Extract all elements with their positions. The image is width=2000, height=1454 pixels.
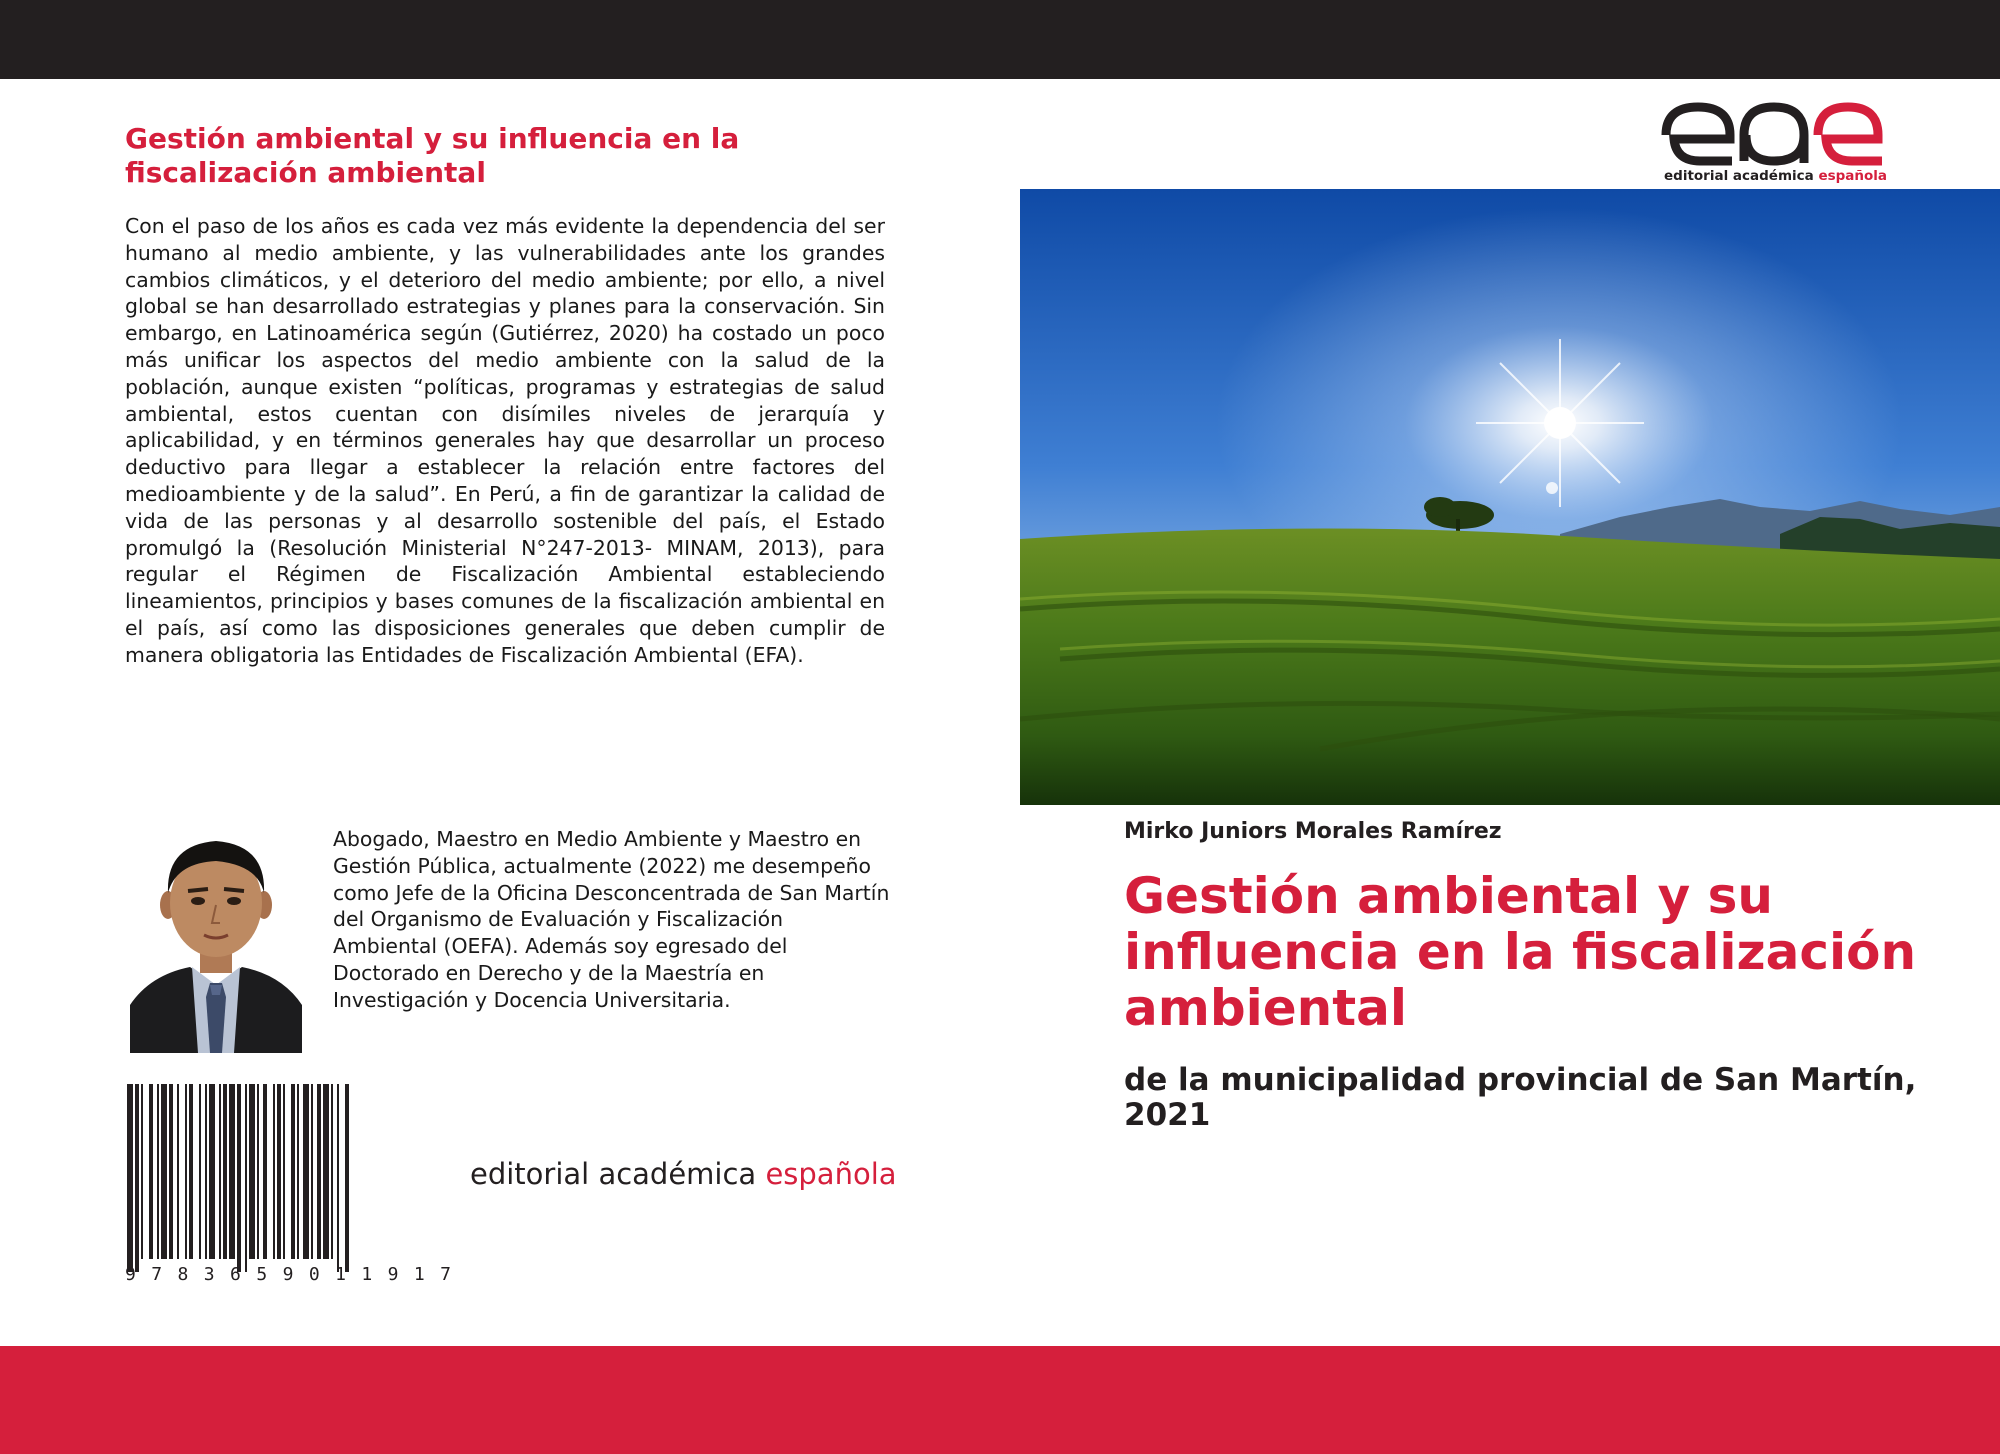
barcode-bar — [141, 1084, 143, 1259]
green-meadow-with-sun-icon — [1020, 189, 2000, 805]
barcode-bar — [257, 1084, 259, 1259]
barcode-bar — [229, 1084, 235, 1259]
barcode-bar — [331, 1084, 333, 1259]
barcode-bar — [219, 1084, 221, 1259]
imprint-main-text: editorial académica — [470, 1157, 766, 1191]
top-dark-band — [0, 0, 2000, 79]
isbn-barcode-icon — [125, 1084, 455, 1284]
barcode-bar — [185, 1084, 187, 1259]
logo-caption-accent: española — [1818, 168, 1888, 184]
barcode-bar — [291, 1084, 295, 1259]
barcode-bar — [277, 1084, 281, 1259]
barcode-bar — [177, 1084, 179, 1259]
barcode-bar — [161, 1084, 167, 1259]
back-cover-title: Gestión ambiental y su influencia en la fiscalización ambiental — [125, 122, 740, 189]
author-biography: Abogado, Maestro en Medio Ambiente y Maestro en Gestión Pública, actualmente (2022) me desempeño como Jefe de la Oficina Desconcentrada de San Martín del Organismo de Evaluación y Fiscalización Ambiental (OEFA). Además soy egresado del Doctorado en Derecho y de la Maestría en Investigación y Docencia Universitaria. — [333, 827, 890, 1012]
barcode-bar — [245, 1084, 247, 1272]
barcode-bar — [337, 1084, 339, 1272]
barcode-bar — [127, 1084, 133, 1272]
barcode-bar — [297, 1084, 299, 1259]
barcode-bar — [169, 1084, 173, 1259]
barcode-bar — [311, 1084, 313, 1259]
barcode-bar — [223, 1084, 227, 1259]
logo-caption — [1664, 168, 1888, 184]
isbn-digits: 9783659011917 — [125, 1264, 451, 1284]
barcode-bar — [135, 1084, 139, 1272]
barcode-bar — [263, 1084, 267, 1259]
barcode-bar — [303, 1084, 309, 1259]
barcode-bar — [199, 1084, 201, 1259]
barcode-bar — [249, 1084, 255, 1259]
imprint-accent-text: española — [765, 1157, 897, 1191]
barcode-bar — [345, 1084, 349, 1272]
author-portrait-photo — [130, 835, 302, 1053]
barcode-bar — [157, 1084, 159, 1259]
barcode-bar — [149, 1084, 153, 1259]
barcode-bar — [283, 1084, 285, 1259]
front-cover-title: Gestión ambiental y su influencia en la fiscalización ambiental — [1124, 867, 1917, 1037]
barcode-bar — [273, 1084, 275, 1259]
barcode-bar — [189, 1084, 193, 1259]
front-cover-subtitle: de la municipalidad provincial de San Martín, 2021 — [1124, 1062, 1917, 1133]
logo-caption-main: editorial académica — [1664, 168, 1819, 184]
front-author-name: Mirko Juniors Morales Ramírez — [1124, 819, 1502, 844]
barcode-bar — [205, 1084, 207, 1259]
back-publisher-imprint — [470, 1157, 897, 1191]
barcode-bar — [317, 1084, 321, 1259]
barcode-bar — [323, 1084, 329, 1259]
barcode-bar — [237, 1084, 241, 1272]
bottom-red-band — [0, 1346, 2000, 1454]
back-cover-synopsis: Con el paso de los años es cada vez más evidente la dependencia del ser humano al medio ambiente, y las vulnerabilidades ante los grandes cambios climáticos, y el deterioro del medio ambiente; por ello, a nivel global se han desarrollado estrategias y planes para la conservación. Sin embargo, en Latinoamérica según (Gutiérrez, 2020) ha costado un poco más unificar los aspectos del medio ambiente con la salud de la población, aunque existen “políticas, programas y estrategias de salud ambiental, estos cuentan con disímiles niveles de jerarquía y aplicabilidad, y en términos generales hay que desarrollar un proceso deductivo para llegar a establecer la relación entre factores del medioambiente y de la salud”. En Perú, a fin de garantizar la calidad de vida de las personas y al desarrollo sostenible del país, el Estado promulgó la (Resolución Ministerial N°247-2013- MINAM, 2013), para regular el Régimen de Fiscalización Ambiental estableciendo lineamientos, principios y bases comunes de la fiscalización ambiental en el país, así como las disposiciones generales que deben cumplir de manera obligatoria las Entidades de Fiscalización Ambiental (EFA). — [125, 214, 885, 667]
barcode-bar — [209, 1084, 215, 1259]
author-portrait-icon — [130, 835, 302, 1053]
